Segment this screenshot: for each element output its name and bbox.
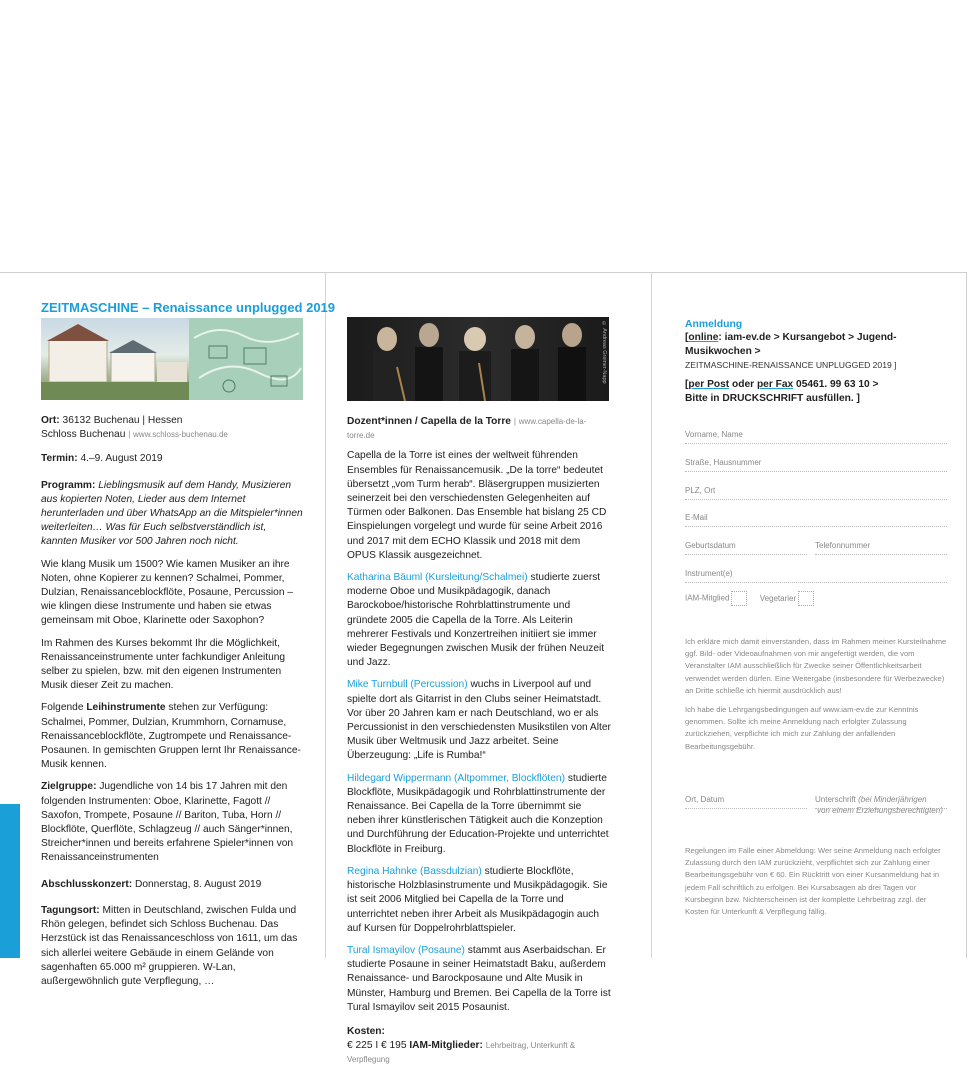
accent-bar	[0, 804, 20, 958]
abschluss-value: Donnerstag, 8. August 2019	[134, 878, 262, 890]
venue-url: www.schloss-buchenau.de	[133, 430, 228, 440]
dozent-name: Katharina Bäuml (Kursleitung/Schalmei)	[347, 572, 528, 584]
tagungsort-text: Mitten in Deutschland, zwischen Fulda und Rhön gelegen, befindet sich Schloss Buchenau. Das Herzstück ist das Renaissanceschloss von 1611, um das sich allerlei weitere Gebäude in einem Gelände von sagenhaften 65.000 m² gruppieren. W-Lan, außergewöhnlich gute Verpflegung, …	[41, 904, 298, 987]
dozent-heading: Dozent*innen / Capella de la Torre	[347, 416, 511, 427]
tagungsort-label: Tagungsort:	[41, 904, 100, 916]
vegetarier-label: Vegetarier	[759, 593, 797, 603]
termin-label: Termin:	[41, 453, 78, 465]
online-link[interactable]: online	[688, 332, 719, 343]
field-label: Geburtsdatum	[685, 541, 736, 550]
mitglied-label: IAM-Mitglied	[685, 593, 730, 603]
address-field[interactable]	[685, 458, 947, 472]
dozent-name: Tural Ismayilov (Posaune)	[347, 944, 465, 956]
email-field[interactable]	[685, 513, 947, 527]
dozent-name: Hildegard Wippermann (Altpommer, Blockflöten)	[347, 772, 565, 784]
programm-label: Programm:	[41, 479, 96, 491]
online-subline: ZEITMASCHINE-RENAISSANCE UNPLUGGED 2019 ]	[685, 360, 897, 370]
withdrawal-text: Regelungen im Falle einer Abmeldung: Wer seine Anmeldung nach erfolgter Zulassung durch den IAM zurückzieht, verpflichtet sich zur Zahlung einer Bearbeitungsgebühr von € 60. Ein Rücktritt von einer Kursanmeldung hat in jedem Fall schriftlich zu erfolgen. Bei Kursabsagen ab drei Tagen vor Kursbeginn bzw. Nichterscheinen ist der komplette Lehrbeitrag zzgl. der Kosten für Unterkunft & Verpflegung fällig.	[685, 846, 941, 917]
dozent-name: Regina Hahnke (Bassdulzian)	[347, 865, 482, 877]
fax-option: per Fax	[756, 379, 794, 390]
castle-photo	[41, 318, 189, 400]
oder-text: oder	[732, 379, 755, 390]
dozent-bio: studierte zuerst moderne Oboe und Musikpädagogik, danach Barockoboe/historische Rohrblattinstrumente und gründete 2005 die Capella de la Torre. Als Leiterin mehrerer Festivals und Konzertreihen initiiert sie immer wieder Begegnungen zwischen Musik der frühen Neuzeit und Jazz.	[347, 572, 605, 669]
zielgruppe-label: Zielgruppe:	[41, 781, 97, 793]
kosten-label: Kosten:	[347, 1025, 385, 1037]
page-title: ZEITMASCHINE – Renaissance unplugged 2019	[41, 300, 336, 315]
dozent-bio: stammt aus Aserbaidschan. Er studierte Posaune in seiner Heimatstadt Baku, außerdem Renaissance- und Barockposaune und Alte Musik in Münster, Hamburg und Bremen. Bei Capella de la Torre ist Tural Ismayilov seit 2015 Posaunist.	[347, 944, 611, 1013]
site-map-image	[189, 318, 303, 400]
field-label: Telefonnummer	[815, 541, 871, 550]
phone-field[interactable]	[815, 541, 947, 555]
instrument-field[interactable]	[685, 569, 947, 583]
field-label: Straße, Hausnummer	[685, 458, 762, 467]
druckschrift-note: Bitte in DRUCKSCHRIFT ausfüllen. ]	[685, 393, 860, 404]
consent-photo-text: Ich erkläre mich damit einverstanden, dass im Rahmen meiner Kursteilnahme ggf. Bild- oder Videoaufnahmen von mir angefertigt werden, die vom Veranstalter IAM ausschließlich für Zwecke seiner Öffentlichkeitsarbeit verwendet werden dürfen. Eine Weitergabe (insbesondere für Werbezwecke) an Dritte schließe ich hiermit ausdrücklich aus!	[685, 637, 947, 695]
name-field[interactable]	[685, 430, 947, 444]
anmeldung-heading: Anmeldung	[685, 319, 743, 330]
ensemble-photo	[347, 317, 609, 401]
fax-number: 05461. 99 63 10 >	[796, 379, 879, 390]
ort-value: 36132 Buchenau | Hessen	[62, 415, 183, 426]
kosten-value: € 225 I € 195	[347, 1040, 407, 1052]
termin-value: 4.–9. August 2019	[80, 453, 163, 465]
city-field[interactable]	[685, 486, 947, 500]
venue-name: Schloss Buchenau	[41, 429, 126, 441]
signature-note: von einem Erziehungsberechtigten)	[817, 806, 943, 815]
zielgruppe-text: Jugendliche von 14 bis 17 Jahren mit den folgenden Instrumenten: Oboe, Klarinette, Fagott // Saxofon, Trompete, Posaune // Bariton, Tuba, Horn // Blockflöte, Querflöte, Schlagzeug // auch Sänger*innen, Streicher*innen und bereits erfahrene Spieler*innen von Renaissanceinstrumenten	[41, 781, 294, 864]
mitglied-checkbox[interactable]	[731, 591, 747, 606]
photo-credit: © Andreas Greiner-Napp	[601, 321, 607, 384]
para-text: stehen zur Verfügung: Schalmei, Pommer, Dulzian, Krummhorn, Cornamuse, Renaissanceblockflöte, Zugtrompete und Renaissance-Posaunen. In gemischten Gruppen lernt Ihr Renaissance-Musik kennen.	[41, 702, 301, 771]
vegetarier-checkbox[interactable]	[798, 591, 814, 606]
para-text: Folgende	[41, 702, 84, 714]
consent-block	[685, 636, 948, 760]
field-label: E-Mail	[685, 513, 708, 522]
dozent-name: Mike Turnbull (Percussion)	[347, 679, 468, 691]
field-label: Instrument(e)	[685, 569, 733, 578]
column-divider	[325, 272, 326, 958]
field-label: Vorname, Name	[685, 430, 743, 439]
place-date-field[interactable]	[685, 795, 807, 809]
column-info: Ort: 36132 Buchenau | Hessen Schloss Buchenau | www.schloss-buchenau.de Termin: 4.–9. August 2019 Programm: Lieblingsmusik auf dem Handy, Musizieren aus kopierten Noten, Lieder aus dem Internet herunterladen und über WhatsApp an die Mitspieler*innen weiterleiten… Was für Euch selbstverständlich ist, kannten Musiker vor 500 Jahren noch nicht. Wie klang Musik um 1500? Wie kamen Musiker an ihre Noten, ohne Kopierer zu kennen? Schalmei, Pommer, Dulzian, Renaissanceblockflöte, Posaune, Percussion – wie klingen diese Instrumente und haben sie etwas gemeinsam mit Oboe, Klarinette oder Saxophon? Im Rahmen des Kurses bekommt Ihr die Möglichkeit, Renaissanceinstrumente unter fachkundiger Anleitung selber zu spielen, bzw. mit den eigenen Instrumenten Musik dieser Zeit zu machen. Folgende Leihinstrumente stehen zur Verfügung: Schalmei, Pommer, Dulzian, Krummhorn, Cornamuse, Renaissanceblockflöte, Zugtrompete und Renaissance-Posaunen. In gemischten Gruppen lernt Ihr Renaissance-Musik kennen. Zielgruppe: Jugendliche von 14 bis 17 Jahren mit den folgenden Instrumenten: Oboe, Klarinette, Fagott // Saxofon, Trompete, Posaune // Bariton, Tuba, Horn // Blockflöte, Querflöte, Schlagzeug // auch Sänger*innen, Streicher*innen und bereits erfahrene Spieler*innen von Renaissanceinstrumenten Abschlusskonzert: Donnerstag, 8. August 2019 Tagungsort: Mitten in Deutschland, zwischen Fulda und Rhön gelegen, befindet sich Schloss Buchenau. Das Herzstück ist das Renaissanceschloss von 1611, um das sich allerlei weitere Gebäude in einem Gelände von sagenhaften 65.000 m² gruppieren. W-Lan, außergewöhnlich gute Verpflegung, …	[41, 415, 303, 987]
dozent-bio: studierte Blockflöte, Musikpädagogik und Rohrblattinstrumente der Renaissance. Bei Capella de la Torre übernimmt sie neben ihrer künstlerischen Tätigkeit auch die Konzeption und Durchführung der Education-Projekte und unterrichtet Blockflöte in Freiburg.	[347, 772, 609, 855]
birthdate-field[interactable]	[685, 541, 807, 555]
post-option: per Post	[688, 379, 730, 390]
kosten-note: Lehrbeitrag, Unterkunft & Verpflegung	[347, 1041, 576, 1065]
ort-label: Ort:	[41, 415, 60, 426]
field-label: Ort, Datum	[685, 795, 725, 804]
consent-terms-text: Ich habe die Lehrgangsbedingungen auf www.iam-ev.de zur Kenntnis genommen. Sollte ich meine Anmeldung nach erfolgter Zulassung zurückziehen, verpflichte ich mich zur Zahlung der anfallenden Bearbeitungsgebühr.	[685, 705, 919, 751]
capella-intro: Capella de la Torre ist eines der weltweit führenden Ensembles für Renaissancemusik. „De la torre“ bedeutet übersetzt „vom Turm herab“. Bläsergruppen musizierten seinerzeit bei den verschiedensten Gelegenheiten auf Türmen oder Balkonen. Das Ensemble hat bislang 25 CD Einspielungen vorgelegt und wurde für seine Arbeit 2016 und 2017 mit dem ECHO Klassik und 2018 mit dem OPUS Klassik ausgezeichnet.	[347, 450, 607, 561]
dozent-bio: studierte Blockflöte, historische Holzblasinstrumente und Musikpädagogik. Sie ist seit 2006 Mitglied bei Capella de la Torre und unterrichtet neben ihrer Arbeit als Musikpädagogin auch auf Kursen für Doppelrohrblattspieler.	[347, 865, 608, 934]
field-note: (bei Minderjährigen	[858, 795, 927, 804]
abschluss-label: Abschlusskonzert:	[41, 878, 133, 890]
programm-text: Lieblingsmusik auf dem Handy, Musizieren aus kopierten Noten, Lieder aus dem Internet herunterladen und über WhatsApp an die Mitspieler*innen weiterleiten… Was für Euch selbstverständlich ist, kannten Musiker vor 500 Jahren noch nicht.	[41, 479, 303, 548]
paragraph: Wie klang Musik um 1500? Wie kamen Musiker an ihre Noten, ohne Kopierer zu kennen? Schalmei, Pommer, Dulzian, Renaissanceblockflöte, Posaune, Percussion – wie klingen diese Instrumente und haben sie etwas gemeinsam mit Oboe, Klarinette oder Saxophon?	[41, 558, 294, 627]
withdrawal-rules	[685, 845, 948, 925]
kosten-member-label: IAM-Mitglieder:	[409, 1040, 483, 1052]
online-path: : iam-ev.de > Kursangebot > Jugend-Musikwochen >	[685, 332, 897, 357]
leihinstrumente-label: Leihinstrumente	[86, 702, 166, 714]
dozent-bio: wuchs in Liverpool auf und spielte dort als Gitarrist in den Clubs seiner Heimatstadt. Vor über 20 Jahren kam er nach Deutschland, wo er als Percussionist in den verschiedensten Musikstilen von Alter Musik über Weltmusik und Jazz arbeitet. Seine Überzeugung: „Life is Rumba!“	[347, 679, 611, 762]
field-label: PLZ, Ort	[685, 486, 716, 495]
field-label: Unterschrift	[815, 795, 856, 804]
paragraph: Im Rahmen des Kurses bekommt Ihr die Möglichkeit, Renaissanceinstrumente unter fachkundiger Anleitung selber zu spielen, bzw. mit den eigenen Instrumenten Musik dieser Zeit zu machen.	[41, 637, 286, 692]
column-dozenten: Dozent*innen / Capella de la Torre | www.capella-de-la-torre.de Capella de la Torre ist eines der weltweit führenden Ensembles für Renaissancemusik. „De la torre“ bedeutet übersetzt „vom Turm herab“. Bläsergruppen musizierten seinerzeit bei den verschiedensten Gelegenheiten auf Türmen oder Balkonen. Das Ensemble hat bislang 25 CD Einspielungen vorgelegt und wurde für seine Arbeit 2016 und 2017 mit dem ECHO Klassik und 2018 mit dem OPUS Klassik ausgezeichnet. Katharina Bäuml (Kursleitung/Schalmei) studierte zuerst moderne Oboe und Musikpädagogik, danach Barockoboe/historische Rohrblattinstrumente und gründete 2005 die Capella de la Torre. Als Leiterin mehrerer Festivals und Konzertreihen initiiert sie immer wieder Begegnungen zwischen Musik der frühen Neuzeit und Jazz. Mike Turnbull (Percussion) wuchs in Liverpool auf und spielte dort als Gitarrist in den Clubs seiner Heimatstadt. Vor über 20 Jahren kam er nach Deutschland, wo er als Percussionist in den verschiedensten Musikstilen von Alter Musik über Weltmusik und Jazz arbeitet. Seine Überzeugung: „Life is Rumba!“ Hildegard Wippermann (Altpommer, Blockflöten) studierte Blockflöte, Musikpädagogik und Rohrblattinstrumente der Renaissance. Bei Capella de la Torre übernimmt sie neben ihrer künstlerischen Tätigkeit auch die Konzeption und Durchführung der Education-Projekte und unterrichtet Blockflöte in Freiburg. Regina Hahnke (Bassdulzian) studierte Blockflöte, historische Holzblasinstrumente und Musikpädagogik. Sie ist seit 2006 Mitglied bei Capella de la Torre und unterrichtet neben ihrer Arbeit als Musikpädagogin auch auf Kursen für Doppelrohrblattspieler. Tural Ismayilov (Posaune) stammt aus Aserbaidschan. Er studierte Posaune in seiner Heimatstadt Baku, außerdem Renaissance- und Barockposaune und Alte Musik in Münster, Hamburg und Bremen. Bei Capella de la Torre ist Tural Ismayilov seit 2015 Posaunist. Kosten: € 225 I € 195 IAM-Mitglieder: Lehrbeitrag, Unterkunft & Verpflegung	[347, 416, 611, 1065]
capella-url: www.capella-de-la-torre.de	[347, 417, 587, 441]
column-anmeldung: Anmeldung [online: iam-ev.de > Kursangebot > Jugend-Musikwochen > ZEITMASCHINE-RENAISSANCE UNPLUGGED 2019 ] [per Post oder per Fax 05461. 99 63 10 > Bitte in DRUCKSCHRIFT ausfüllen. ]	[685, 318, 947, 406]
column-divider	[651, 272, 652, 958]
